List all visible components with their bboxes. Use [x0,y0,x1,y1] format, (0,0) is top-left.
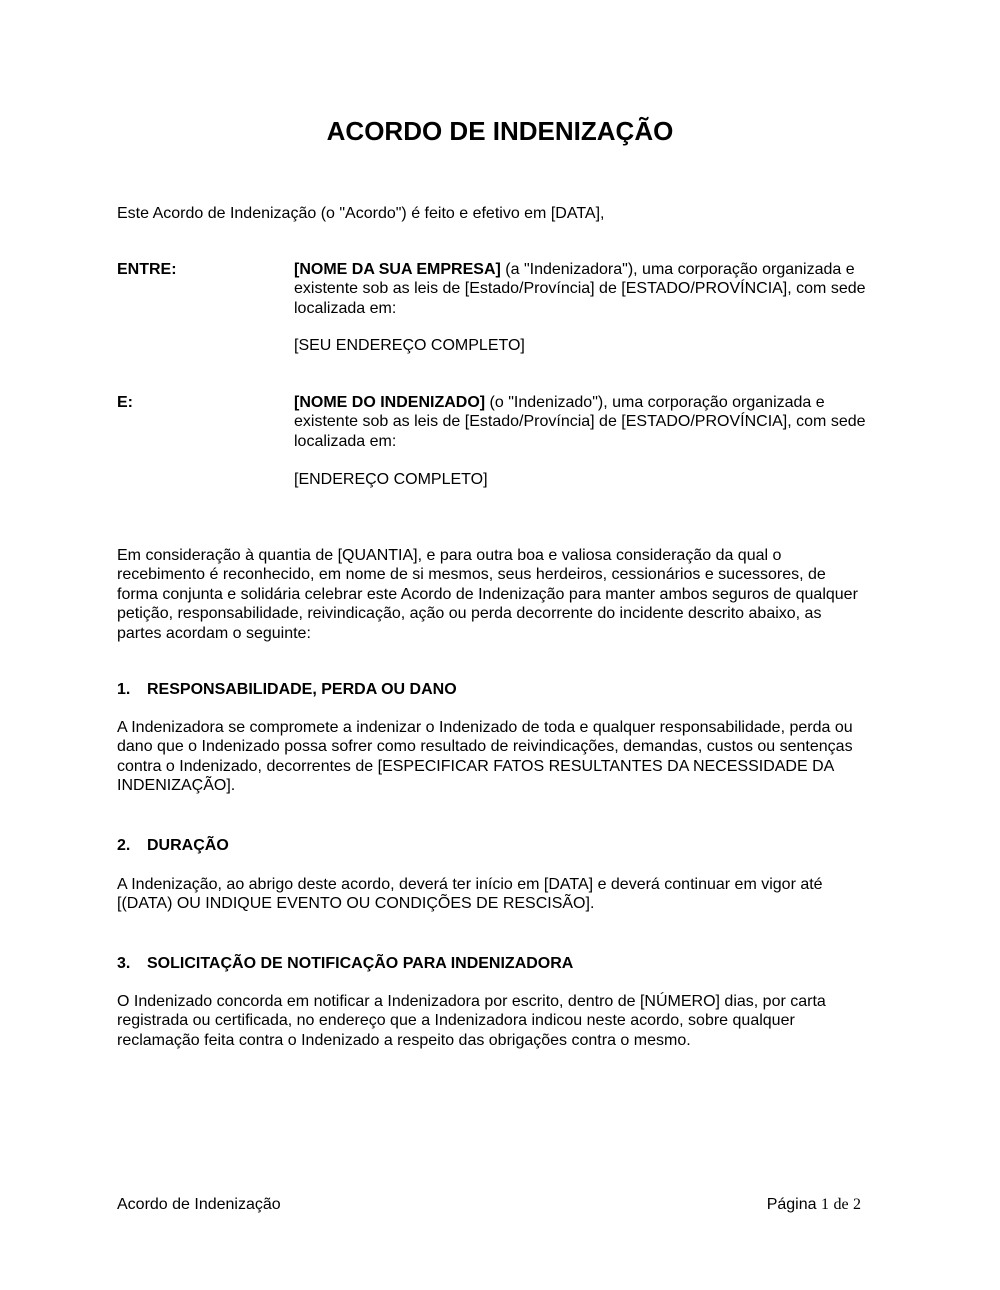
party2-description [294,393,866,451]
party1-label: ENTRE: [117,261,177,278]
paragraph-line: contra o Indenizado, decorrentes de [ESPECIFICAR FATOS RESULTANTES DA NECESSIDADE DA [117,757,835,775]
party1-line: (a "Indenizadora"), uma corporação organizada e [500,261,855,278]
intro-paragraph: Este Acordo de Indenização (o "Acordo") é feito e efetivo em [DATA], [117,205,605,222]
paragraph-line: dano que o Indenizado possa sofrer como resultado de reivindicações, demandas, custos ou sentenças [117,738,853,756]
party2-line: localizada em: [294,432,397,450]
footer-title: Acordo de Indenização [117,1196,281,1213]
section-1-body [117,718,853,796]
party1-name: [NOME DA SUA EMPRESA] [294,261,501,278]
paragraph-line: Em consideração à quantia de [QUANTIA], e para outra boa e valiosa consideração da qual o [117,547,782,564]
section-title: SOLICITAÇÃO DE NOTIFICAÇÃO PARA INDENIZADORA [147,955,574,972]
paragraph-line: A Indenização, ao abrigo deste acordo, deverá ter início em [DATA] e deverá continuar em vigor até [117,876,823,893]
section-2-heading [117,836,229,855]
party1-line: existente sob as leis de [Estado/Província] de [ESTADO/PROVÍNCIA], com sede [294,280,866,298]
paragraph-line: O Indenizado concorda em notificar a Indenizadora por escrito, dentro de [NÚMERO] dias, por carta [117,993,826,1010]
section-3-body [117,992,826,1050]
paragraph-line: A Indenizadora se compromete a indenizar o Indenizado de toda e qualquer responsabilidade, perda ou [117,719,853,736]
party2-line: existente sob as leis de [Estado/Província] de [ESTADO/PROVÍNCIA], com sede [294,413,866,431]
section-title: DURAÇÃO [147,837,229,854]
section-2-body [117,875,823,914]
consideration-paragraph [117,546,858,643]
document-title: ACORDO DE INDENIZAÇÃO [326,116,674,146]
party2-label: E: [117,394,133,411]
paragraph-line: recebimento é reconhecido, em nome de si mesmos, seus herdeiros, cessionários e sucessores, de [117,566,826,584]
section-3-heading [117,954,574,973]
page-of: de [833,1196,849,1213]
current-page: 1 [820,1196,829,1213]
party1-description [294,260,866,318]
paragraph-line: forma conjunta e solidária celebrar este Acordo de Indenização para manter ambos seguros de qualquer [117,585,858,603]
paragraph-line: partes acordam o seguinte: [117,624,311,642]
section-number: 1. [117,681,131,698]
section-number: 2. [117,837,131,854]
paragraph-line: [(DATA) OU INDIQUE EVENTO OU CONDIÇÕES DE RESCISÃO]. [117,895,595,913]
party2-name: [NOME DO INDENIZADO] [294,394,486,411]
total-pages: 2 [853,1196,861,1213]
paragraph-line: petição, responsabilidade, reivindicação, ação ou perda decorrente do incidente descrito abaixo, as [117,605,822,623]
paragraph-line: registrada ou certificada, no endereço que a Indenizadora indicou neste acordo, sobre qualquer [117,1012,795,1030]
paragraph-line: INDENIZAÇÃO]. [117,777,236,795]
section-number: 3. [117,955,131,972]
page-label: Página [766,1196,817,1213]
party1-line: localizada em: [294,299,397,317]
party1-address: [SEU ENDEREÇO COMPLETO] [294,337,525,354]
section-1-heading [117,680,457,699]
party2-address: [ENDEREÇO COMPLETO] [294,471,488,488]
section-title: RESPONSABILIDADE, PERDA OU DANO [147,681,457,698]
party2-line: (o "Indenizado"), uma corporação organizada e [485,394,825,411]
footer-page-number [767,1195,861,1214]
paragraph-line: reclamação feita contra o Indenizado a respeito das obrigações contra o mesmo. [117,1031,691,1049]
